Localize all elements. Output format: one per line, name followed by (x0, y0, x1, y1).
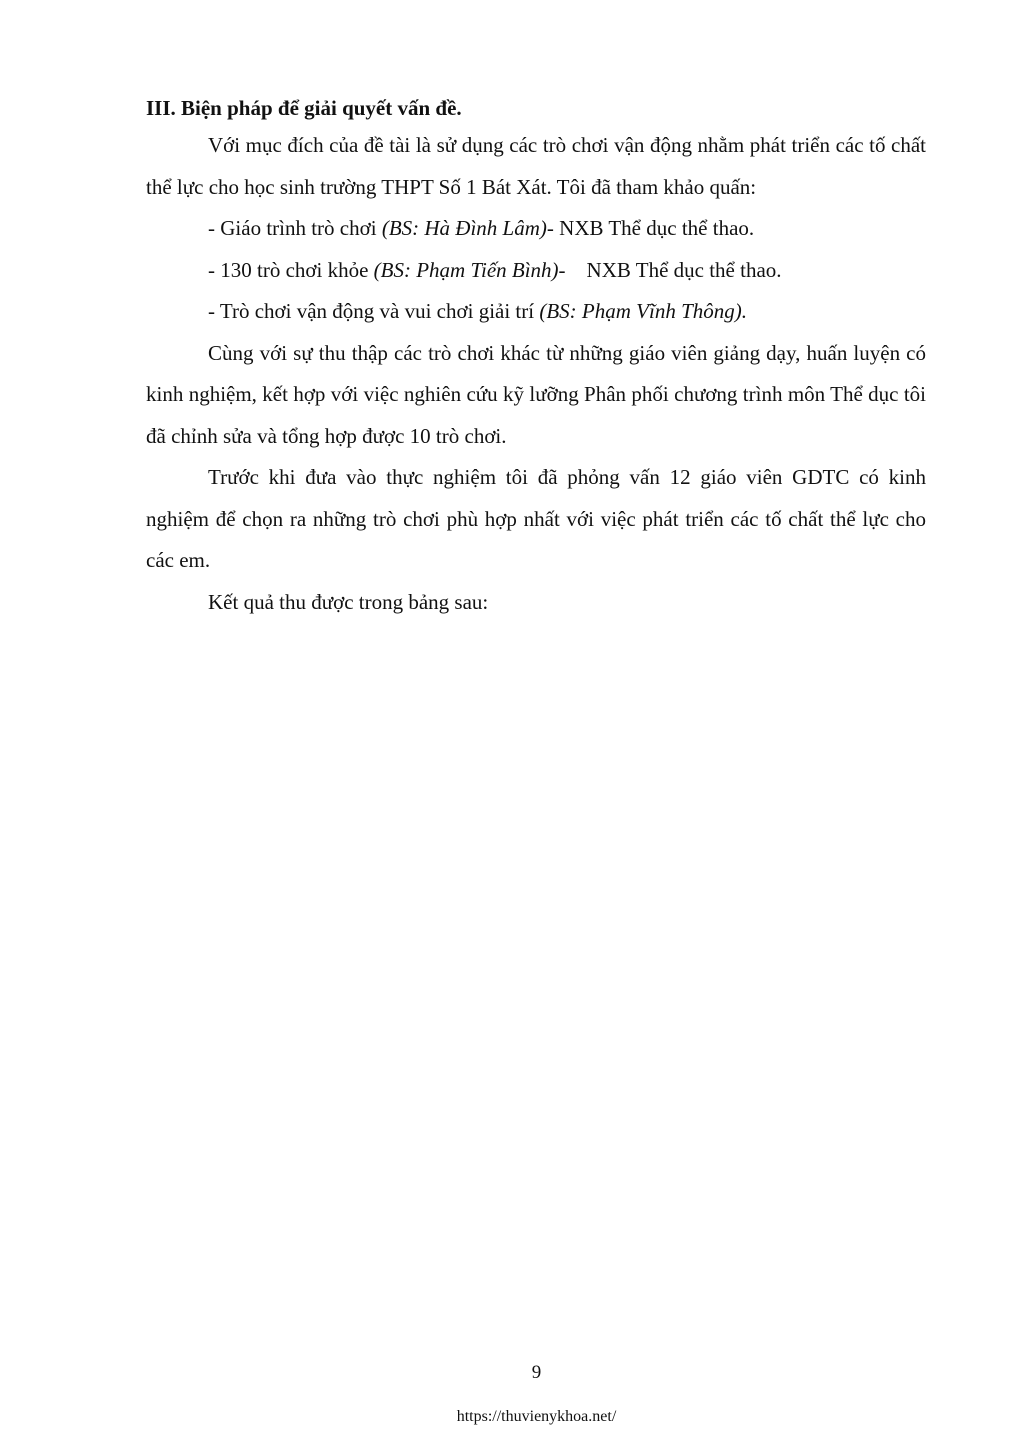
reference-1-suffix: - NXB Thể dục thể thao. (546, 216, 755, 240)
intro-paragraph: Với mục đích của đề tài là sử dụng các trò chơi vận động nhằm phát triển các tố chất thể lực cho học sinh trường THPT Số 1 Bát Xát. Tôi đã tham khảo quấn: (146, 133, 926, 199)
page-number: 9 (531, 1362, 542, 1383)
paragraph-games-collection: Cùng với sự thu thập các trò chơi khác từ những giáo viên giảng dạy, huấn luyện có kinh nghiệm, kết hợp với việc nghiên cứu kỹ lưỡng Phân phối chương trình môn Thể dục tôi đã chỉnh sửa và tổng hợp được 10 trò chơi. (146, 340, 926, 448)
reference-item-3 (146, 291, 926, 333)
source-url: https://thuvienykhoa.net/ (456, 1408, 617, 1425)
reference-3-prefix: - Trò chơi vận động và vui chơi giải trí (208, 299, 540, 323)
paragraph-interview: Trước khi đưa vào thực nghiệm tôi đã phỏng vấn 12 giáo viên GDTC có kinh nghiệm để chọn ra những trò chơi phù hợp nhất với việc phát triển các tố chất thể lực cho các em. (146, 465, 926, 572)
reference-2-author: (BS: Phạm Tiến Bình) (373, 257, 559, 282)
reference-1-prefix: - Giáo trình trò chơi (208, 216, 382, 240)
reference-2-suffix: - NXB Thể dục thể thao. (558, 257, 782, 282)
reference-2-prefix: - 130 trò chơi khỏe (208, 257, 374, 282)
section-heading: III. Biện pháp để giải quyết vấn đề. (146, 96, 462, 120)
paragraph-results-intro: Kết quả thu được trong bảng sau: (208, 589, 489, 614)
reference-item-1 (146, 208, 926, 250)
page-content (146, 92, 926, 623)
reference-item-2 (146, 250, 926, 292)
reference-3-author: (BS: Phạm Vĩnh Thông). (539, 299, 748, 323)
reference-1-author: (BS: Hà Đình Lâm) (381, 216, 547, 240)
